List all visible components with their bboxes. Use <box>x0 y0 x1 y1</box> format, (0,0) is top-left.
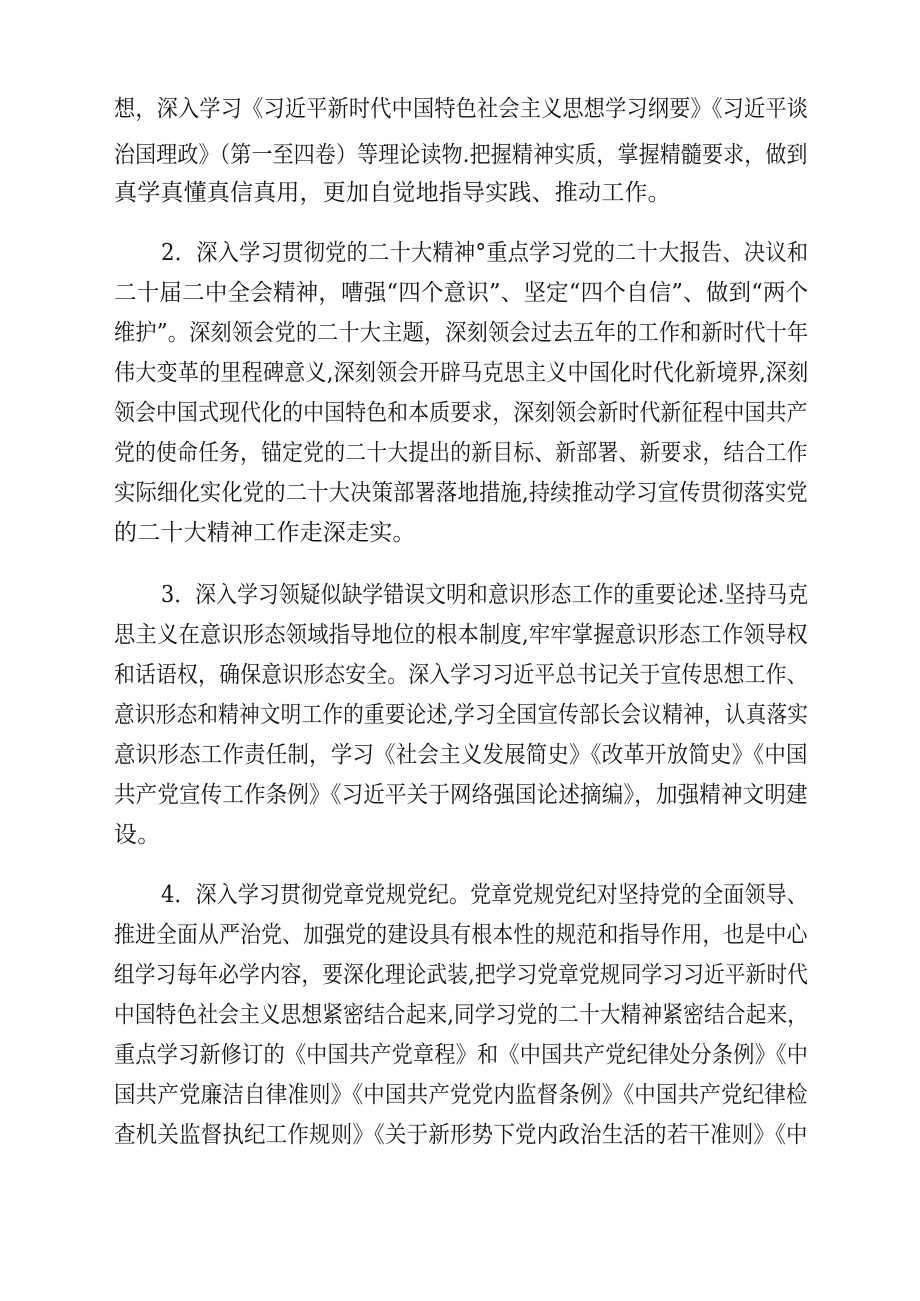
text-line-25: 查机关监督执纪工作规则》《关于新形势下党内政治生活的若干准则》《中 <box>114 1122 808 1148</box>
text-line-9: 党的使命任务，锚定党的二十大提出的新目标、新部署、新要求，结合工作 <box>114 440 808 466</box>
text-line-10: 实际细化实化党的二十大决策部署落地措施,持续推动学习宣传贯彻落实党 <box>114 480 808 506</box>
text-line-2: 治国理政》（第一至四卷）等理论读物.把握精神实质，掌握精髓要求，做到 <box>114 142 808 168</box>
text-line-14: 和话语权，确保意识形态安全。深入学习习近平总书记关于宣传思想工作、 <box>114 662 808 688</box>
text-line-5: 二十届二中全会精神，嘈强“四个意识”、坚定“四个自信”、做到“两个 <box>114 280 809 306</box>
text-line-17: 共产党宣传工作条例》《习近平关于网络强国论述摘编》，加强精神文明建 <box>114 782 808 808</box>
text-line-16: 意识形态工作责任制，学习《社会主义发展简史》《改革开放简史》《中国 <box>114 742 808 768</box>
text-line-7: 伟大变革的里程碑意义,深刻领会开辟马克思主义中国化时代化新境界,深刻 <box>114 360 809 386</box>
text-line-6: 维护”。深刻领会党的二十大主题，深刻领会过去五年的工作和新时代十年 <box>114 320 809 346</box>
text-line-15: 意识形态和精神文明工作的重要论述,学习全国宣传部长会议精神，认真落实 <box>114 702 809 728</box>
text-line-18: 设。 <box>114 822 161 848</box>
paragraph-2-heading-line: 2．深入学习贯彻党的二十大精神°重点学习党的二十大报告、决议和 <box>161 240 809 266</box>
text-line-22: 中国特色社会主义思想紧密结合起来,同学习党的二十大精神紧密结合起来， <box>114 1002 809 1028</box>
text-line-13: 思主义在意识形态领域指导地位的根本制度,牢牢掌握意识形态工作领导权 <box>114 622 808 648</box>
text-line-8: 领会中国式现代化的中国特色和本质要求，深刻领会新时代新征程中国共产 <box>114 400 808 426</box>
paragraph-3-heading-line: 3．深入学习领疑似缺学错误文明和意识形态工作的重要论述.坚持马克 <box>161 582 809 608</box>
text-line-24: 国共产党廉洁自律准则》《中国共产党党内监督条例》《中国共产党纪律检 <box>114 1082 808 1108</box>
text-line-3: 真学真懂真信真用，更加自觉地指导实践、推动工作。 <box>114 180 671 206</box>
text-line-21: 组学习每年必学内容，要深化理论武装,把学习党章党规同学习习近平新时代 <box>114 962 809 988</box>
text-line-1: 想，深入学习《习近平新时代中国特色社会主义思想学习纲要》《习近平谈 <box>114 96 809 122</box>
text-line-11: 的二十大精神工作走深走实。 <box>114 520 416 546</box>
text-line-20: 推进全面从严治党、加强党的建设具有根本性的规范和指导作用，也是中心 <box>114 922 808 948</box>
text-line-23: 重点学习新修订的《中国共产党章程》和《中国共产党纪律处分条例》《中 <box>114 1042 809 1068</box>
paragraph-4-heading-line: 4．深入学习贯彻党章党规党纪。党章党规党纪对坚持党的全面领导、 <box>161 882 808 908</box>
